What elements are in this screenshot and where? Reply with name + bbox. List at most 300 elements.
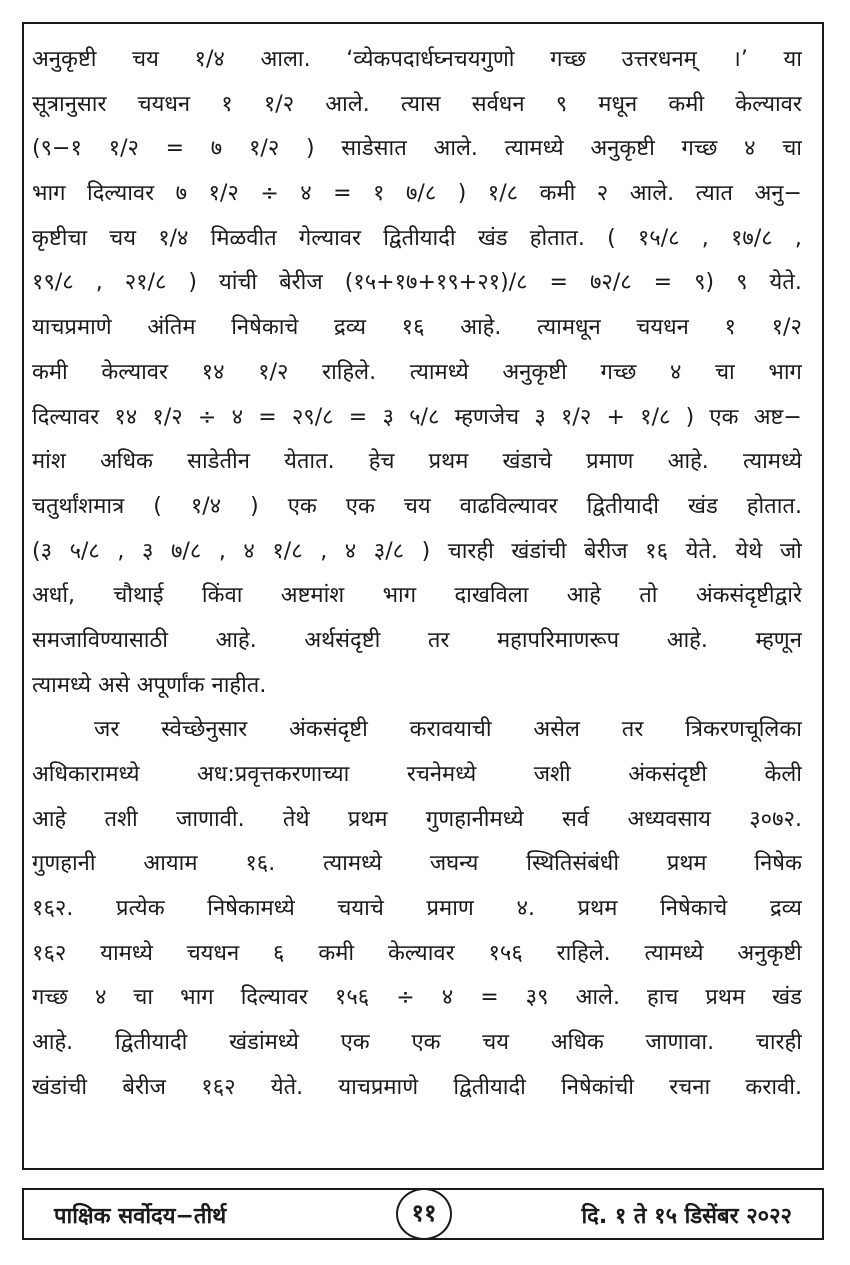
text-line <box>32 619 802 664</box>
page-number: ११ <box>396 1188 452 1240</box>
text-line-content <box>32 261 802 306</box>
word: अनुकृष्टी <box>737 940 802 966</box>
word: प्रमाण <box>426 896 474 922</box>
text-line-content <box>32 485 802 530</box>
word: बेरीज <box>122 1074 166 1100</box>
word: याचप्रमाणे <box>32 315 112 341</box>
word: ४ <box>744 136 756 162</box>
word: ९) <box>694 270 715 296</box>
text-line <box>32 842 802 887</box>
word: १/२ <box>248 136 280 162</box>
word: महापरिमाणरूप <box>497 627 620 653</box>
word: ।’ <box>732 47 748 72</box>
word: ३ <box>534 404 546 430</box>
word: चारही <box>755 1030 802 1056</box>
word: म्हणून <box>755 627 802 653</box>
word: १९/८ <box>32 270 74 296</box>
word: जाणावा. <box>645 1030 715 1056</box>
word: तर <box>621 717 644 743</box>
text-line <box>32 530 802 575</box>
word: २९/८ <box>291 404 334 430</box>
word: दिल्यावर <box>240 985 308 1011</box>
word: १/२ <box>263 91 295 117</box>
word: १७/८ <box>730 225 773 251</box>
word: उत्तरधनम् <box>621 47 697 72</box>
word: आले. <box>325 91 370 117</box>
word: किंवा <box>201 583 243 609</box>
word: चा <box>133 985 154 1011</box>
word: द्वितीयादी <box>586 493 660 519</box>
word: ७ <box>210 136 223 162</box>
text-line <box>32 83 802 128</box>
word: खंडांची <box>32 1074 88 1100</box>
text-line-content <box>32 932 802 977</box>
word: खंड <box>688 493 718 519</box>
text-line <box>32 1066 802 1111</box>
word: केल्यावर <box>101 359 169 385</box>
word: त्यात <box>695 181 733 207</box>
word: स्थितिसंबंधी <box>526 851 620 877</box>
word: करावी. <box>745 1074 802 1100</box>
word: १/२ <box>771 315 802 341</box>
word: ४ <box>243 538 255 564</box>
word: = <box>348 404 368 430</box>
word: १ <box>221 91 233 117</box>
word: मांश <box>32 449 66 475</box>
word: प्रथम <box>705 985 746 1011</box>
word: कृष्टीचा <box>32 225 88 251</box>
word: दाखविला <box>454 583 529 609</box>
word: १/२ <box>152 404 183 430</box>
word: जो <box>779 538 802 564</box>
word: चयधन <box>137 91 191 117</box>
word: त्यामध्ये <box>644 940 704 966</box>
word: त्यामधून <box>537 315 601 341</box>
word: कमी <box>32 359 68 385</box>
word: म्हणजेच <box>454 404 520 430</box>
word: गच्छ <box>681 136 718 162</box>
word: ५/८ <box>69 538 100 564</box>
text-line-content <box>32 574 802 619</box>
word: ७ <box>175 181 188 207</box>
word: स्वेच्छेनुसार <box>161 717 248 743</box>
word: ३ <box>382 404 394 430</box>
word: आला. <box>260 47 311 72</box>
text-line <box>32 753 802 798</box>
word: या <box>783 47 802 72</box>
word: अंकसंदृष्टी <box>289 717 368 743</box>
word: साडेसात <box>341 136 407 162</box>
word: (३ <box>32 538 53 564</box>
word: तेथे <box>282 806 310 832</box>
text-line <box>32 217 802 262</box>
word: ७२/८ <box>589 270 632 296</box>
word: १६. <box>245 851 276 877</box>
word: दिल्यावर <box>87 181 155 207</box>
word: गच्छ <box>32 985 68 1011</box>
text-line-content <box>32 530 802 575</box>
body-text <box>32 38 802 1111</box>
word: सूत्रानुसार <box>32 91 107 117</box>
word: हेच <box>368 449 395 475</box>
word: कमी <box>539 181 576 207</box>
word: प्रथम <box>577 896 618 922</box>
word: मिळवीत <box>210 225 277 251</box>
word: आहे. <box>666 627 708 653</box>
word: आहे <box>566 583 601 609</box>
text-line <box>32 172 802 217</box>
word: ३०७२. <box>749 806 802 832</box>
text-line-content <box>32 753 802 798</box>
word: ) <box>250 493 259 519</box>
word: चतुर्थांशमात्र <box>32 493 125 519</box>
word: , <box>701 225 709 251</box>
word: गेल्यावर <box>298 225 362 251</box>
word: ४ <box>94 985 107 1011</box>
word: रचना <box>669 1074 711 1100</box>
word: निषेकाचे <box>660 896 728 922</box>
word: अष्टमांश <box>280 583 345 609</box>
word: १/८ <box>640 404 671 430</box>
word: प्रथम <box>666 851 707 877</box>
word: ४. <box>516 896 535 922</box>
word: चयाचे <box>337 896 384 922</box>
word: एक <box>411 1030 441 1056</box>
word: ३९ <box>525 985 549 1011</box>
word: त्रिकरणचूलिका <box>685 717 802 743</box>
word: अंतिम <box>147 315 196 341</box>
word: १/२ <box>208 181 239 207</box>
word: ९ <box>736 270 748 296</box>
word: अंकसंदृष्टी <box>628 762 707 787</box>
word: चयधन <box>636 315 689 341</box>
text-line <box>32 798 802 843</box>
word: समजाविण्यासाठी <box>32 627 168 653</box>
word: आयाम <box>143 851 198 877</box>
word: = <box>333 181 352 207</box>
word: आहे. <box>32 1030 74 1056</box>
word: बेरीज <box>584 538 628 564</box>
text-line-content <box>32 396 802 441</box>
word: यांची <box>219 270 258 296</box>
word: ९ <box>555 91 568 117</box>
text-line <box>32 976 802 1021</box>
word: आहे. <box>460 315 502 341</box>
word: निषेकांची <box>561 1074 634 1100</box>
word: चारही <box>447 538 494 564</box>
word: ( <box>153 493 162 519</box>
word: भाग <box>180 985 214 1011</box>
word: ४ <box>344 538 357 564</box>
word: एक <box>287 493 317 519</box>
text-line-content <box>32 38 802 83</box>
word: केल्यावर <box>387 940 455 966</box>
word: अध:प्रवृत्तकरणाच्या <box>197 762 350 787</box>
word: जशी <box>533 762 571 787</box>
word: १/४ <box>190 493 222 519</box>
word: अष्ट− <box>753 404 802 430</box>
word: अधिक <box>550 1030 604 1056</box>
word: १६ <box>401 315 425 341</box>
word: चय <box>403 493 431 519</box>
word: , <box>218 538 226 564</box>
word: राहिले. <box>322 359 377 385</box>
text-line-content <box>32 1021 802 1066</box>
word: एक <box>340 1030 370 1056</box>
word: १/२ <box>108 136 139 162</box>
word: ) <box>685 404 695 430</box>
word: जघन्य <box>429 851 479 877</box>
word: , <box>117 538 125 564</box>
word: येते. <box>270 1074 304 1100</box>
word: गच्छ <box>600 359 637 385</box>
word: १४ <box>114 404 138 430</box>
text-line-content: त्यामध्ये असे अपूर्णांक नाहीत. <box>32 672 267 698</box>
word: ३/८ <box>373 538 405 564</box>
word: १६२. <box>32 896 74 922</box>
text-line <box>32 1021 802 1066</box>
word: १ <box>373 181 385 207</box>
word: येथे <box>735 538 763 564</box>
word: येते. <box>685 538 718 564</box>
word: सर्व <box>562 806 590 832</box>
word: १/८ <box>272 538 303 564</box>
word: करावयाची <box>409 717 492 743</box>
text-line-content <box>32 83 802 128</box>
word: चय <box>109 225 137 251</box>
word: चा <box>782 136 802 162</box>
word: ७/८ <box>170 538 202 564</box>
word: १/२ <box>560 404 592 430</box>
word: चा <box>715 359 735 385</box>
word: कमी <box>318 940 355 966</box>
text-line <box>32 261 802 306</box>
word: ६ <box>273 940 285 966</box>
word: , <box>95 270 103 296</box>
word: होतात. <box>746 493 802 519</box>
word: = <box>480 985 499 1011</box>
word: = <box>165 136 185 162</box>
word: येते. <box>769 270 802 296</box>
word: दिल्यावर <box>32 404 100 430</box>
word: १/८ <box>487 181 519 207</box>
word: त्यास <box>400 91 441 117</box>
word: अधिकारामध्ये <box>32 762 140 787</box>
word: अनु− <box>754 181 802 207</box>
word: २ <box>596 181 609 207</box>
text-line-content <box>32 842 802 887</box>
word: , <box>320 538 328 564</box>
word: १६२ <box>201 1074 236 1100</box>
text-line-content <box>32 619 802 664</box>
word: आहे. <box>215 627 257 653</box>
word: जर <box>94 717 120 743</box>
word: गुणहानीमध्ये <box>425 806 524 832</box>
word: द्वितीयादी <box>453 1074 526 1100</box>
word: राहिले. <box>556 940 611 966</box>
word: केल्यावर <box>735 91 802 117</box>
text-line-content <box>32 976 802 1021</box>
text-line <box>32 485 802 530</box>
word: भाग <box>32 181 66 207</box>
word: आले. <box>433 136 478 162</box>
word: केली <box>764 762 802 787</box>
word: ७/८ <box>405 181 437 207</box>
word: निषेकाचे <box>231 315 299 341</box>
word: ४ <box>441 985 454 1011</box>
text-line-content <box>32 172 802 217</box>
word: द्वितीयादी <box>114 1030 188 1056</box>
word: (१५+१७+१९+२१)/८ <box>344 270 528 296</box>
publication-name: पाक्षिक सर्वोदय−तीर्थ <box>54 1204 227 1229</box>
word: ४ <box>670 359 682 385</box>
word: ) <box>188 270 198 296</box>
word: द्रव्य <box>334 315 367 341</box>
word: भाग <box>768 359 802 385</box>
word: निषेकामध्ये <box>207 896 295 922</box>
text-line <box>32 306 802 351</box>
word: त्यामध्ये <box>742 449 802 475</box>
word: ४ <box>300 181 312 207</box>
word: खंडाचे <box>502 449 552 475</box>
word: असेल <box>533 717 580 743</box>
word: अधिक <box>100 449 153 475</box>
text-line-content <box>32 440 802 485</box>
word: द्रव्य <box>770 896 802 922</box>
word: सर्वधन <box>471 91 525 117</box>
word: चौथाई <box>113 583 164 609</box>
text-line-content <box>32 306 802 351</box>
word: त्यामध्ये <box>323 851 383 877</box>
word: ‘व्येकपदार्धघ्नचयगुणो <box>346 47 515 72</box>
word: त्यामध्ये <box>409 359 469 385</box>
word: ) <box>457 181 467 207</box>
text-line-content <box>32 127 802 172</box>
word: गच्छ <box>550 47 587 72</box>
word: चय <box>132 47 159 72</box>
word: ) <box>305 136 315 162</box>
word: = <box>549 270 568 296</box>
word: १ <box>724 315 736 341</box>
word: २१/८ <box>124 270 167 296</box>
word: प्रमाण <box>586 449 634 475</box>
word: = <box>653 270 673 296</box>
word: आले. <box>575 985 620 1011</box>
word: १५६ <box>334 985 370 1011</box>
word: अर्धा, <box>32 583 76 609</box>
text-line-content <box>32 351 802 396</box>
word: १५/८ <box>637 225 680 251</box>
word: होतात. <box>529 225 585 251</box>
word: त्यामध्ये <box>504 136 564 162</box>
word: रचनेमध्ये <box>406 762 477 787</box>
word: मधून <box>598 91 638 117</box>
word: अनुकृष्टी <box>502 359 567 385</box>
word: १/४ <box>158 225 189 251</box>
text-line <box>32 351 802 396</box>
word: १/२ <box>258 359 289 385</box>
text-line <box>32 887 802 932</box>
text-line-content <box>32 798 802 843</box>
word: १/४ <box>194 47 225 72</box>
word: ÷ <box>260 181 279 207</box>
text-line <box>32 708 802 753</box>
word: खंडांची <box>511 538 567 564</box>
word: + <box>606 404 625 430</box>
word: निषेक <box>754 851 802 877</box>
word: भाग <box>382 583 417 609</box>
word: प्रथम <box>347 806 388 832</box>
text-line-content <box>32 217 802 262</box>
word: ४ <box>231 404 244 430</box>
text-line-content <box>32 887 802 932</box>
word: बेरीज <box>279 270 323 296</box>
word: तर <box>427 627 450 653</box>
word: खंड <box>477 225 508 251</box>
word: गुणहानी <box>32 851 96 877</box>
text-line <box>32 38 802 83</box>
word: ÷ <box>396 985 415 1011</box>
word: वाढविल्यावर <box>459 493 558 519</box>
word: ३ <box>141 538 154 564</box>
word: कमी <box>668 91 705 117</box>
text-line <box>32 127 802 172</box>
word: १४ <box>201 359 225 385</box>
text-line <box>32 664 802 709</box>
word: यामध्ये <box>100 940 153 966</box>
word: प्रथम <box>428 449 469 475</box>
word: तो <box>639 583 658 609</box>
text-line <box>32 396 802 441</box>
word: ( <box>607 225 616 251</box>
word: खंडांमध्ये <box>229 1030 299 1056</box>
word: ) <box>421 538 431 564</box>
word: चयधन <box>186 940 240 966</box>
word: १५६ <box>488 940 523 966</box>
word: अनुकृष्टी <box>32 47 97 72</box>
text-line <box>32 932 802 977</box>
word: खंड <box>772 985 802 1011</box>
word: द्वितीयादी <box>383 225 456 251</box>
word: येतात. <box>284 449 335 475</box>
word: आले. <box>629 181 675 207</box>
text-line-content <box>32 1066 802 1111</box>
word: एक <box>345 493 375 519</box>
word: अर्थसंदृष्टी <box>304 627 381 653</box>
word: तशी <box>104 806 138 832</box>
word: याचप्रमाणे <box>338 1074 419 1100</box>
text-line-content <box>94 708 802 753</box>
word: हाच <box>647 985 679 1011</box>
text-line <box>32 574 802 619</box>
word: अनुकृष्टी <box>590 136 655 162</box>
word: प्रत्येक <box>116 896 165 922</box>
word: एक <box>709 404 739 430</box>
footer-frame <box>22 1188 824 1240</box>
word: अध्यवसाय <box>627 806 711 832</box>
word: अंकसंदृष्टीद्वारे <box>695 583 802 609</box>
text-line <box>32 440 802 485</box>
word: जाणावी. <box>176 806 245 832</box>
issue-date: दि. १ ते १५ डिसेंबर २०२२ <box>581 1204 792 1229</box>
word: चय <box>482 1030 510 1056</box>
word: ५/८ <box>409 404 440 430</box>
word: आहे. <box>667 449 709 475</box>
word: १६२ <box>32 940 67 966</box>
word: = <box>258 404 277 430</box>
word: (९−१ <box>32 136 82 162</box>
word: १६ <box>645 538 669 564</box>
